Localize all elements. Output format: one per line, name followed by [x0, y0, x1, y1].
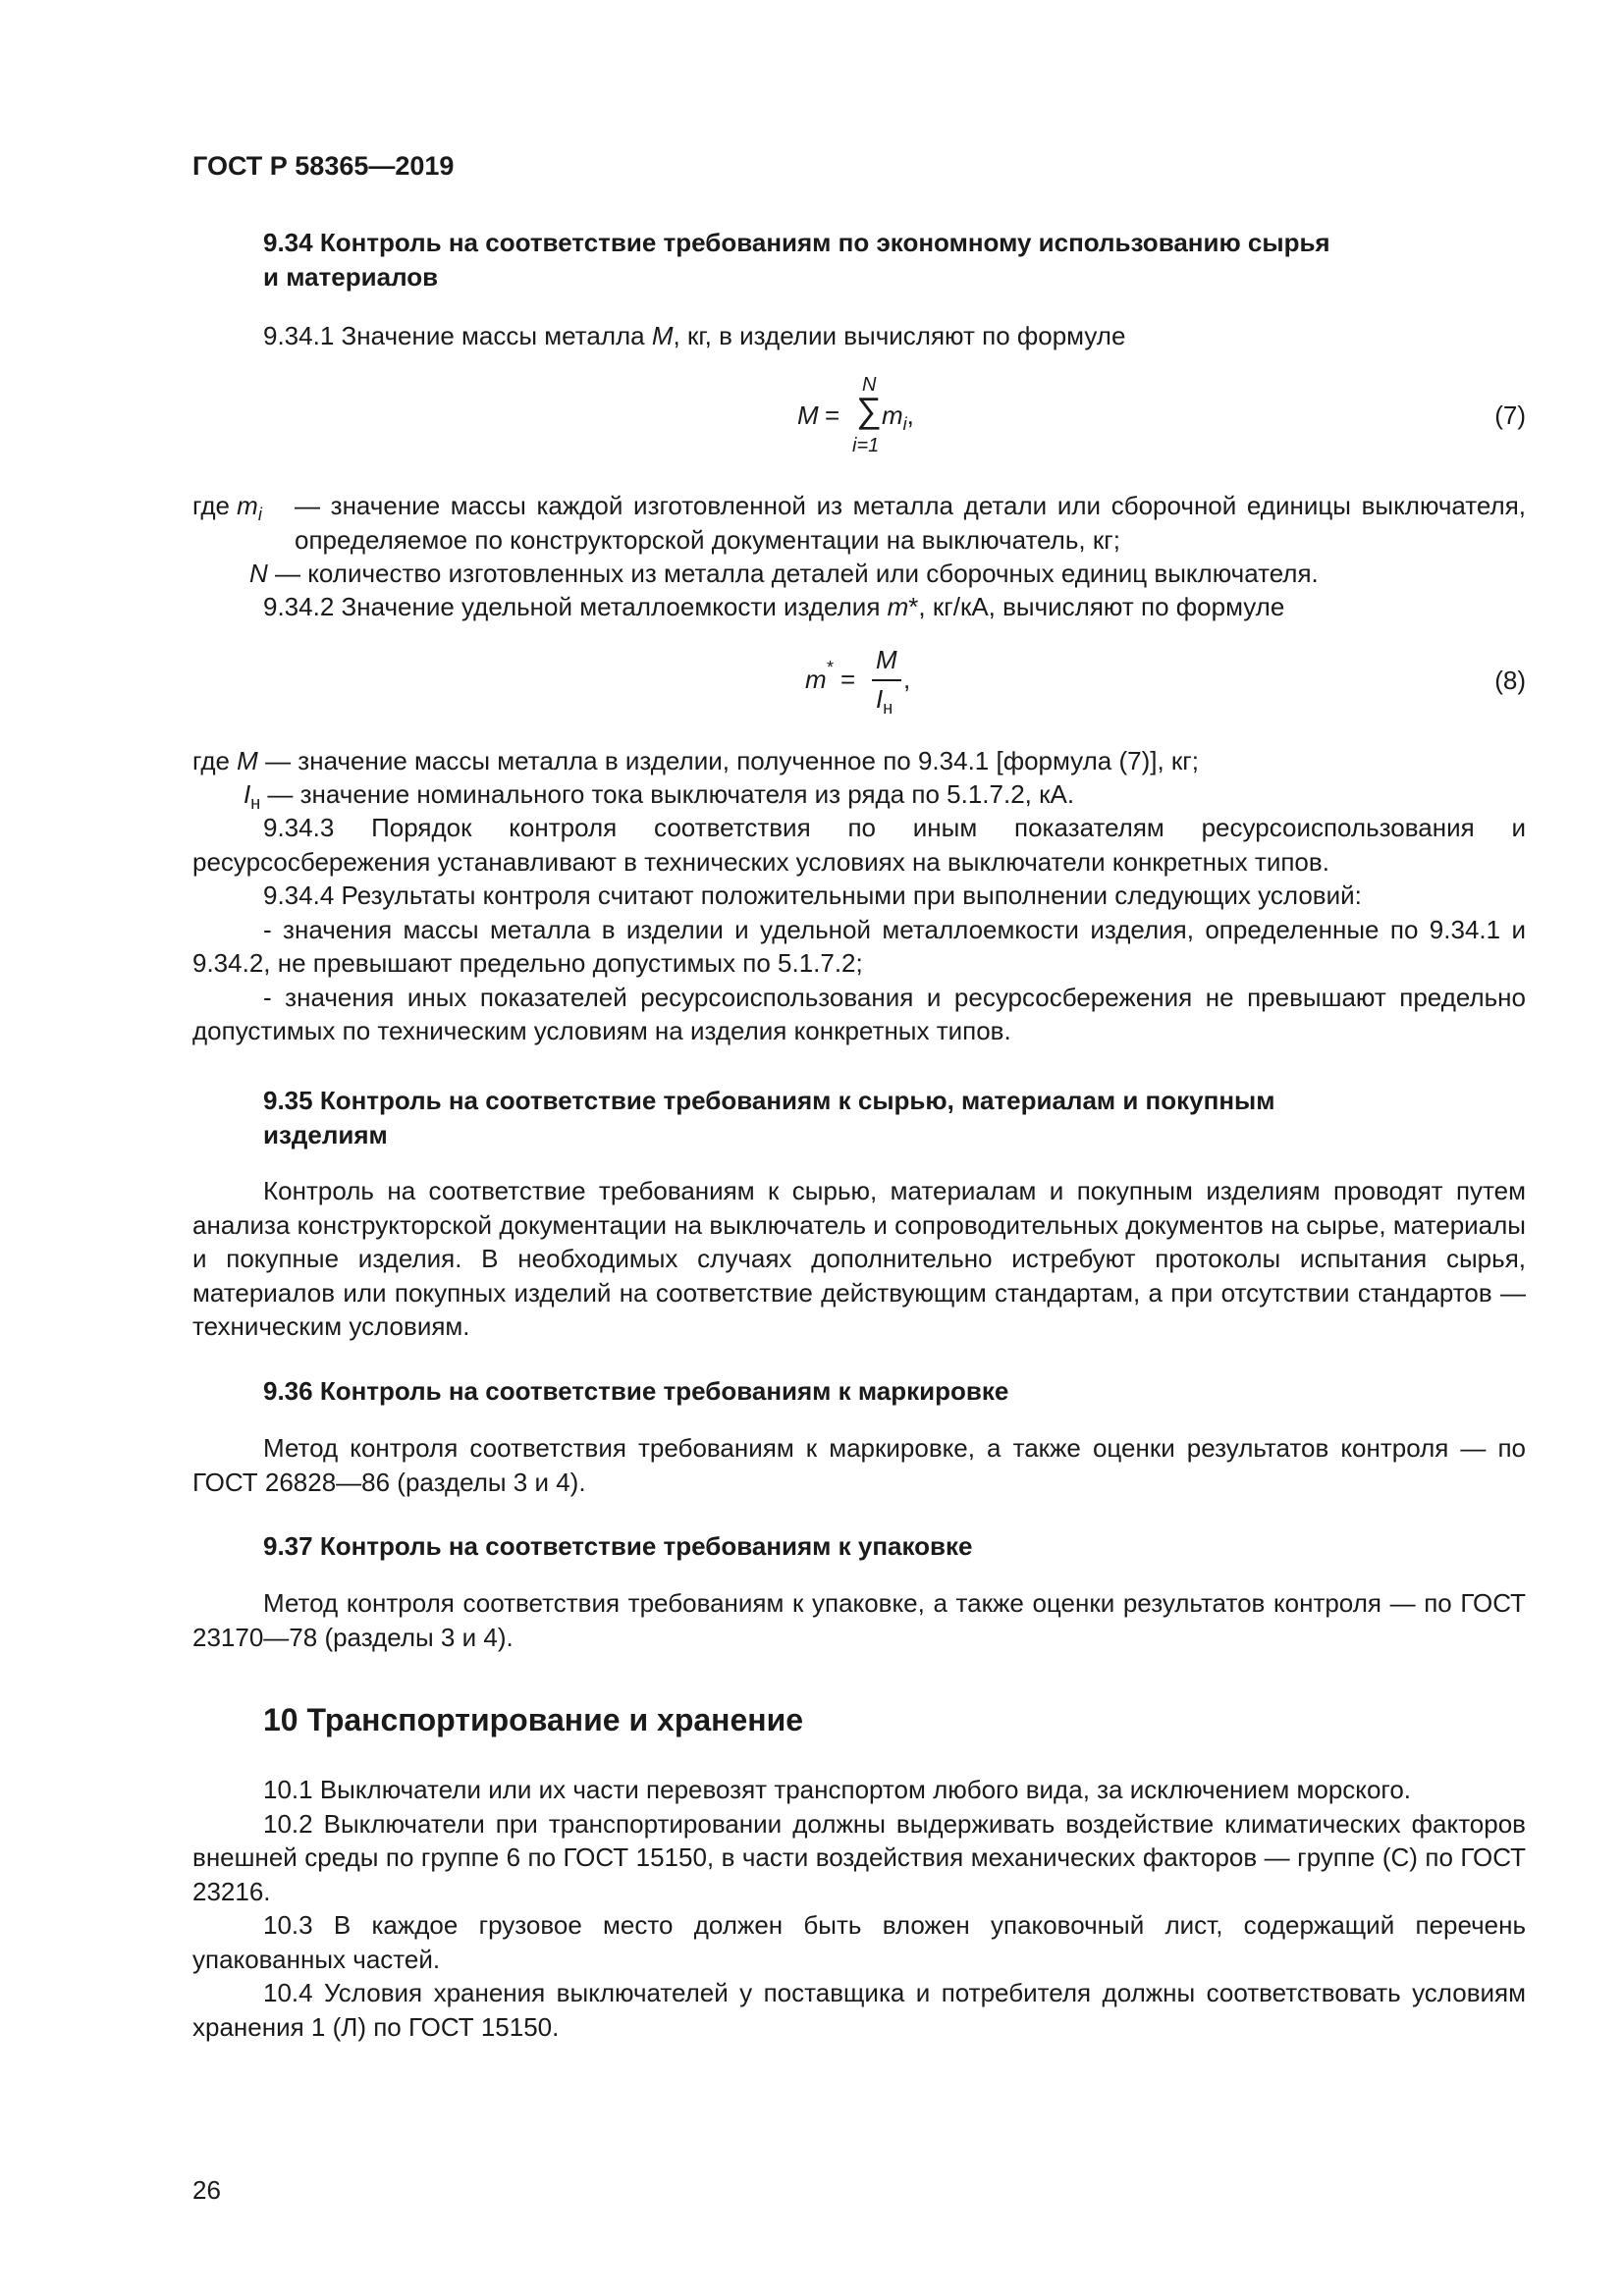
formula-7-term: $m_i$, [882, 400, 914, 434]
section-body-9-35: Контроль на соответствие требованиям к сырью, материалам и покупным изделиям проводят путем анализа конструкторской документации на выключатель и сопроводительных документов на сырье, материалы и покупные изделия. В необходимых случаях дополнительно истребуют протоколы испытания сырья, материалов или покупных изделий на соответствие действующим стандартам, а при отсутствии стандартов — техническим условиям. [192, 1176, 1526, 1341]
paragraph-9-34-4: 9.34.4 Результаты контроля считают положительными при выполнении следующих условий: [263, 881, 1362, 910]
paragraph-10-3: 10.3 В каждое грузовое место должен быть вложен упаковочный лист, содержащий перечень упакованных частей. [192, 1910, 1526, 1974]
paragraph-9-34-3: 9.34.3 Порядок контроля соответствия по иным показателям ресурсоиспользования и ресурсосбережения устанавливают в технических условиях на выключатели конкретных типов. [192, 813, 1526, 877]
section-heading-9-37: 9.37 Контроль на соответствие требованиям к упаковке [263, 1531, 973, 1561]
formula-7-upper-limit: N [862, 374, 877, 396]
formula-7-lower-limit: i=1 [852, 435, 880, 456]
section-title-10: 10 Транспортирование и хранение [263, 1702, 804, 1737]
formula-8-star: * [827, 658, 835, 677]
paragraphs-9-34-3-4 [192, 811, 1526, 1048]
formula-7-lhs: M [797, 400, 819, 430]
page-number: 26 [192, 2175, 221, 2205]
where-item-mi: где $m_i$ [192, 491, 262, 524]
section-body-9-37: Метод контроля соответствия требованиям к упаковке, а также оценки результатов контроля — по ГОСТ 23170—78 (разделы 3 и 4). [192, 1588, 1526, 1652]
where-item-mi-definition: — значение массы каждой изготовленной из металла детали или сборочной единицы выключателя, определяемое по конструкторской документации на выключатель, кг; [295, 491, 1526, 555]
formula-7-equals: = [825, 400, 840, 430]
formula-8-numerator: M [876, 645, 897, 674]
formula-7-sum-sign: ∑ [856, 390, 882, 430]
where-item-in: $I_н$ — значение номинального тока выключателя из ряда по 5.1.7.2, кА. [244, 779, 1075, 813]
condition-2: - значения иных показателей ресурсоиспользования и ресурсосбережения не превышают предельно допустимых по техническим условиям на изделия конкретных типов. [192, 982, 1526, 1045]
formula-8-comma: , [903, 665, 911, 694]
formula-8 [805, 643, 923, 721]
formula-8-equals: = [840, 665, 856, 694]
paragraph-10-4: 10.4 Условия хранения выключателей у поставщика и потребителя должны соответствовать условиям хранения 1 (Л) по ГОСТ 15150. [192, 1978, 1526, 2042]
paragraph-9-34-2: 9.34.2 Значение удельной металлоемкости изделия m*, кг/кА, вычисляют по формуле [263, 592, 1285, 621]
formula-8-denominator: $I_н$ [876, 684, 893, 718]
section-heading-9-35: 9.35 Контроль на соответствие требованиям к сырью, материалам и покупным изделиям [263, 1086, 1275, 1149]
section-heading-9-34: 9.34 Контроль на соответствие требованиям по экономному использованию сырья и материалов [263, 228, 1330, 292]
paragraph-10-2: 10.2 Выключатели при транспортировании должны выдерживать воздействие климатических факторов внешней среды по группе 6 по ГОСТ 15150, в части воздействия механических факторов — группе (С) по ГОСТ 23216. [192, 1808, 1526, 1906]
formula-7 [797, 373, 935, 461]
paragraph-9-34-1: 9.34.1 Значение массы металла M, кг, в изделии вычисляют по формуле [263, 321, 1126, 350]
formula-8-lhs: m [805, 665, 827, 694]
formula-8-fraction-bar [872, 679, 901, 681]
section-heading-9-36: 9.36 Контроль на соответствие требованиям к маркировке [263, 1376, 1009, 1406]
where-item-n: N — количество изготовленных из металла деталей или сборочных единиц выключателя. [249, 559, 1319, 588]
condition-1: - значения массы металла в изделии и удельной металлоемкости изделия, определенные по 9.34.1 и 9.34.2, не превышают предельно допустимых по 5.1.7.2; [192, 914, 1526, 978]
where-item-m: где M — значение массы металла в изделии, полученное по 9.34.1 [формула (7)], кг; [192, 746, 1199, 775]
section-body-9-36: Метод контроля соответствия требованиям к маркировке, а также оценки результатов контроля — по ГОСТ 26828—86 (разделы 3 и 4). [192, 1433, 1526, 1497]
formula-8-number: (8) [1494, 666, 1526, 695]
section-body-10 [192, 1773, 1526, 2044]
paragraph-10-1: 10.1 Выключатели или их части перевозят транспортом любого вида, за исключением морского. [263, 1775, 1411, 1804]
document-code: ГОСТ Р 58365—2019 [192, 151, 455, 181]
formula-7-number: (7) [1494, 400, 1526, 430]
